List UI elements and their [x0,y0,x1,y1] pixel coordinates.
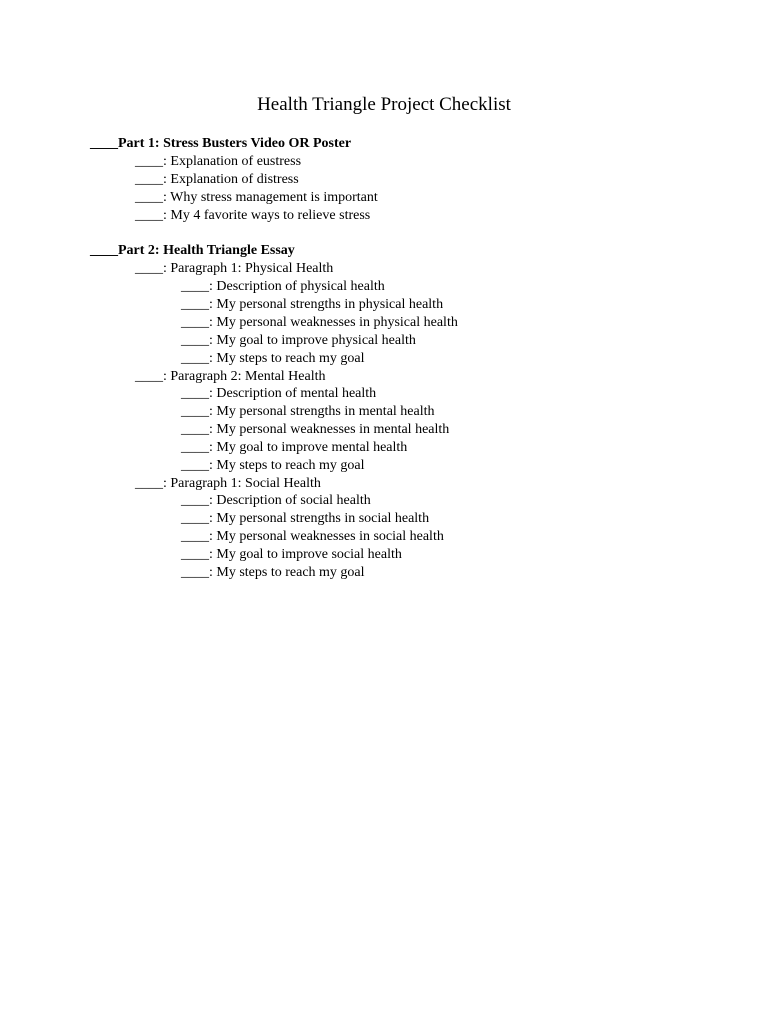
checkbox-blank: ____ [181,422,209,437]
checkbox-blank: ____ [181,493,209,508]
checklist-item-text: : My personal strengths in social health [209,511,430,526]
checklist-item [135,153,301,171]
checkbox-blank: ____ [181,529,209,544]
checklist-item [181,546,402,564]
checklist-item-text: : My personal weaknesses in social health [209,529,444,544]
checkbox-blank: ____ [181,547,209,562]
checkbox-blank: ____ [135,476,163,491]
checklist-item-text: : My steps to reach my goal [209,458,365,473]
checklist-item [181,385,376,403]
checklist-item [135,207,370,225]
paragraph-label [135,368,326,386]
checklist-item [181,439,407,457]
checkbox-blank: ____ [181,315,209,330]
checklist-item [181,510,429,528]
page-title: Health Triangle Project Checklist [257,94,511,115]
checklist-item [181,564,365,582]
checklist-item-text: : My goal to improve mental health [209,440,408,455]
checklist-item-text: : My steps to reach my goal [209,565,365,580]
checklist-item-text: : Explanation of eustress [163,154,302,169]
checklist-item [181,350,365,368]
checklist-item-text: : Description of social health [209,493,371,508]
checkbox-blank: ____ [135,172,163,187]
checkbox-blank: ____ [135,208,163,223]
paragraph-label [135,260,333,278]
checklist-item [181,403,435,421]
checklist-item-text: : My goal to improve social health [209,547,402,562]
checklist-item-text: : My steps to reach my goal [209,351,365,366]
checklist-item-text: : Description of physical health [209,279,385,294]
checklist-item-text: : Explanation of distress [163,172,299,187]
checkbox-blank: ____ [135,154,163,169]
checklist-item-text: : Description of mental health [209,386,377,401]
checkbox-blank: ____ [181,404,209,419]
paragraph-label-text: : Paragraph 1: Physical Health [163,261,334,276]
checklist-item-text: : Why stress management is important [163,190,378,205]
checklist-item [181,278,385,296]
checklist-item-text: : My goal to improve physical health [209,333,416,348]
checklist-item [135,189,378,207]
checklist-item [135,171,299,189]
checkbox-blank: ____ [135,261,163,276]
part2-heading: Part 2: Health Triangle Essay [118,243,295,258]
checkbox-blank: ____ [181,351,209,366]
checklist-item-text: : My personal weaknesses in physical health [209,315,458,330]
checkbox-blank: ____ [135,190,163,205]
checkbox-blank: ____ [181,565,209,580]
checklist-item [181,492,371,510]
part1-heading-line [90,135,351,153]
checklist-item-text: : My personal strengths in mental health [209,404,435,419]
checkbox-blank: ____ [135,369,163,384]
checkbox-blank: ____ [90,136,118,151]
checklist-item [181,421,449,439]
checklist-item [181,457,365,475]
checkbox-blank: ____ [181,279,209,294]
checkbox-blank: ____ [181,297,209,312]
paragraph-label-text: : Paragraph 1: Social Health [163,476,321,491]
checklist-item [181,528,444,546]
checklist-item-text: : My personal weaknesses in mental health [209,422,450,437]
checklist-item [181,332,416,350]
checklist-item-text: : My personal strengths in physical health [209,297,444,312]
checklist-item [181,296,443,314]
paragraph-label-text: : Paragraph 2: Mental Health [163,369,326,384]
checkbox-blank: ____ [90,243,118,258]
checkbox-blank: ____ [181,458,209,473]
checkbox-blank: ____ [181,511,209,526]
checkbox-blank: ____ [181,386,209,401]
part2-heading-line [90,242,295,260]
checklist-item [181,314,458,332]
checklist-item-text: : My 4 favorite ways to relieve stress [163,208,371,223]
part1-heading: Part 1: Stress Busters Video OR Poster [118,136,352,151]
paragraph-label [135,475,321,493]
checkbox-blank: ____ [181,333,209,348]
checkbox-blank: ____ [181,440,209,455]
